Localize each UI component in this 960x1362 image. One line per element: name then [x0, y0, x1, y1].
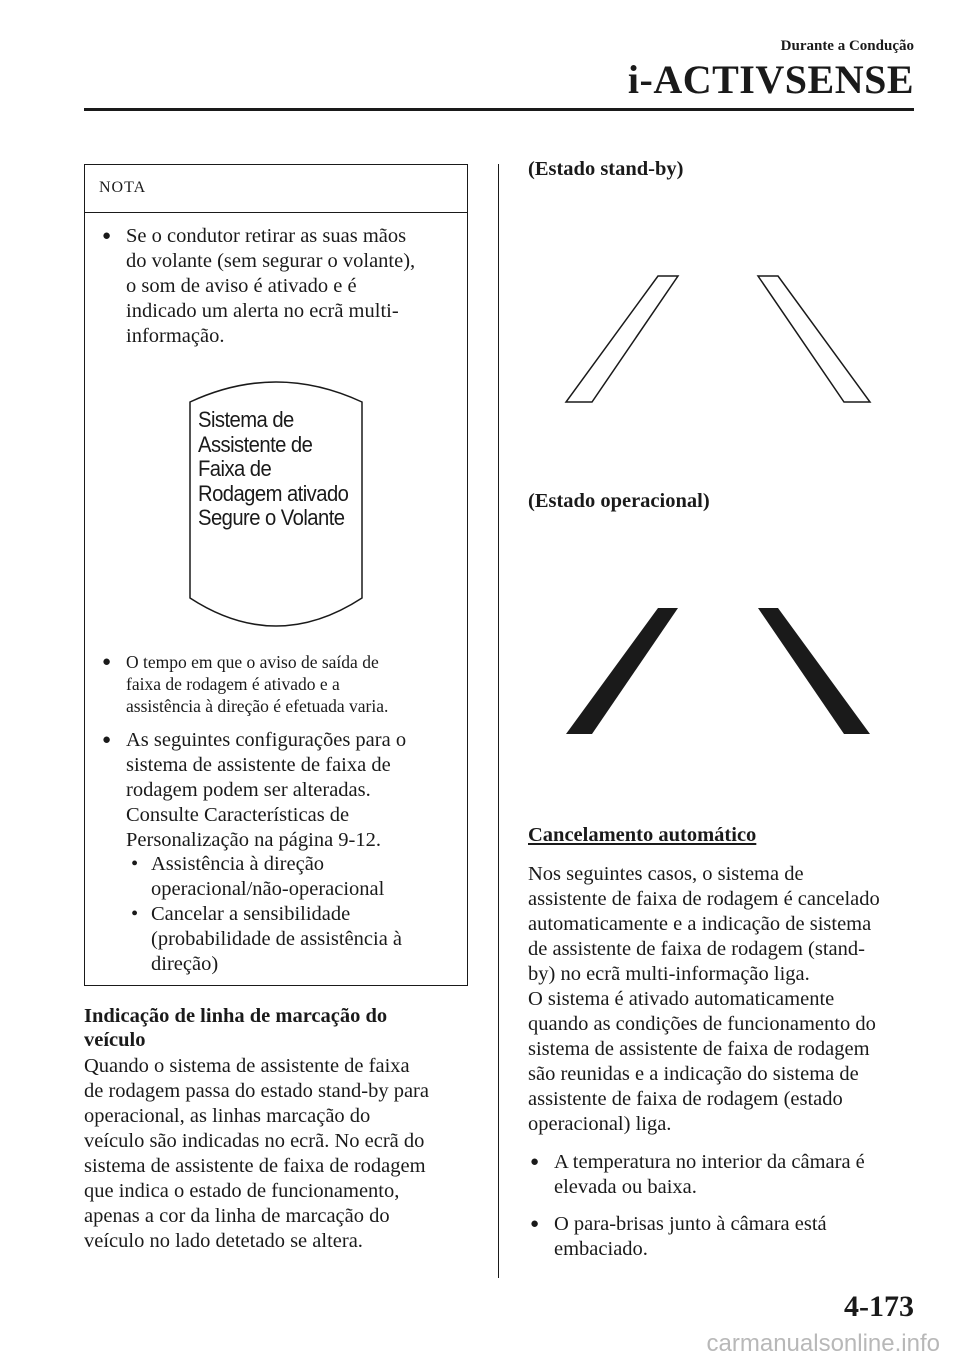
standby-label: (Estado stand-by) [528, 158, 684, 180]
note-bullet-hands-off: ● Se o condutor retirar as suas mãos do volante (sem segurar o volante), o som de aviso é ativado e é indicado um alerta no ecrã multi- informação. [102, 225, 416, 347]
right-lane-filled [758, 608, 870, 734]
bullet-dot-icon: ● [530, 1216, 540, 1232]
subbullet-dot-icon: • [131, 903, 139, 925]
chapter-title: i-ACTIVSENSE [627, 57, 914, 102]
section-heading-vehicle-lines: Indicação de linha de marcação do veículo [84, 1005, 388, 1051]
cancel-bullet-windshield: ● O para-brisas junto à câmara está embaciado. [530, 1213, 827, 1260]
note-bullet-timing: ● O tempo em que o aviso de saída de faixa de rodagem é ativado e a assistência à direção é efetuada varia. [102, 652, 389, 716]
subbullet-dot-icon: • [131, 853, 139, 875]
operational-label: (Estado operacional) [528, 490, 710, 512]
bullet-dot-icon: ● [102, 228, 112, 244]
watermark: carmanualsonline.info [706, 1330, 940, 1357]
vehicle-lines-paragraph: Quando o sistema de assistente de faixa de rodagem passa do estado stand-by para operacional, as linhas marcação do veículo são indicadas no ecrã. No ecrã do sistema de assistente de faixa de rodagem que indica o estado de funcionamento, apenas a cor da linha de marcação do veículo no lado detetado se altera. [84, 1055, 429, 1252]
header-rule [84, 108, 914, 111]
cancel-bullet-temperature: ● A temperatura no interior da câmara é elevada ou baixa. [530, 1151, 865, 1198]
note-separator [85, 212, 467, 213]
left-lane-filled [566, 608, 678, 734]
column-divider [498, 164, 499, 1278]
bullet-dot-icon: ● [102, 732, 112, 748]
standby-lane-lines-illustration [558, 268, 878, 408]
right-lane-outline [758, 276, 870, 402]
note-subbullet-sensitivity: • Cancelar a sensibilidade (probabilidade de assistência à direção) [131, 903, 403, 975]
auto-cancel-paragraph: Nos seguintes casos, o sistema de assistente de faixa de rodagem é cancelado automaticamente e a indicação de sistema de assistente de faixa de rodagem (stand- by) no ecrã multi-informação liga. O sistema é ativado automaticamente quando as condições de funcionamento do sistema de assistente de faixa de rodagem são reunidas e a indicação do sistema de assistente de faixa de rodagem (estado operacional) liga. [528, 863, 880, 1135]
display-message: Sistema de Assistente de Faixa de Rodagem ativado Segure o Volante [198, 407, 349, 530]
section-title: Durante a Condução [780, 38, 914, 54]
section-heading-auto-cancel: Cancelamento automático [528, 824, 757, 846]
bullet-dot-icon: ● [530, 1154, 540, 1170]
left-lane-outline [566, 276, 678, 402]
bullet-dot-icon: ● [102, 654, 112, 670]
note-bullet-settings: ● As seguintes configurações para o sistema de assistente de faixa de rodagem podem ser alteradas. Consulte Características de Personalização na página 9-12. [102, 729, 407, 851]
operational-lane-lines-illustration [558, 604, 878, 740]
page-number: 4-173 [844, 1290, 914, 1323]
note-subbullet-steering-assist: • Assistência à direção operacional/não-operacional [131, 853, 385, 900]
note-title: NOTA [99, 179, 147, 196]
